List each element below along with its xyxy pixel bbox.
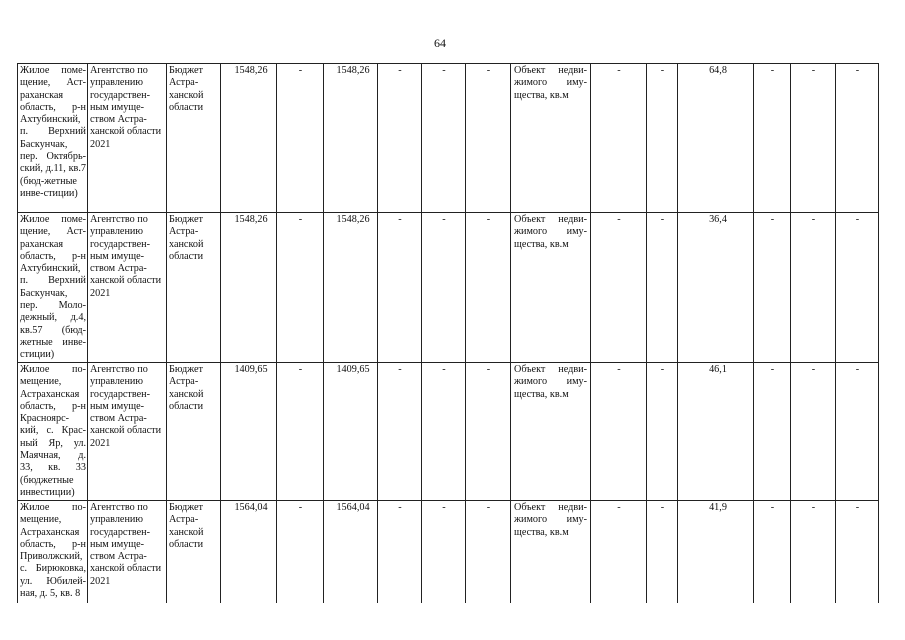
value-cell: - [277, 363, 324, 501]
total-amount-cell: 1548,26 [221, 64, 277, 213]
value-cell: - [836, 64, 879, 213]
value-cell: - [277, 64, 324, 213]
value-cell: - [378, 501, 422, 603]
funding-source-cell: Бюджет Астра-ханской области [167, 64, 221, 213]
value-cell: - [466, 363, 511, 501]
table-row [18, 64, 879, 213]
value-cell: - [466, 64, 511, 213]
table-row [18, 501, 879, 603]
value-cell: - [422, 363, 466, 501]
area-cell: 46,1 [678, 363, 754, 501]
total-amount-cell: 1409,65 [221, 363, 277, 501]
value-cell: - [591, 64, 647, 213]
amount-cell: 1409,65 [324, 363, 378, 501]
value-cell: - [754, 501, 791, 603]
object-name-cell: Жилое по-мещение, Астраханская область, р-н Приволжский, с. Бирюковка, ул. Юбилей-ная, д. 5, кв. 8 [18, 501, 88, 603]
value-cell: - [791, 64, 836, 213]
value-cell: - [647, 501, 678, 603]
agency-cell: Агентство по управлению государствен-ным имуще-ством Астра-ханской области 2021 [88, 363, 167, 501]
value-cell: - [754, 363, 791, 501]
funding-source-cell: Бюджет Астра-ханской области [167, 501, 221, 603]
unit-cell: Объект недви-жимого иму-щества, кв.м [511, 64, 591, 213]
value-cell: - [422, 213, 466, 363]
object-name-cell: Жилое поме-щение, Аст-раханская область, р-н Ахтубинский, п. Верхний Баскунчак, пер. Октябрь-ский, д.11, кв.7 (бюд-жетные инве-стиции) [18, 64, 88, 213]
value-cell: - [277, 213, 324, 363]
total-amount-cell: 1564,04 [221, 501, 277, 603]
table-row [18, 363, 879, 501]
value-cell: - [466, 501, 511, 603]
value-cell: - [277, 501, 324, 603]
value-cell: - [647, 363, 678, 501]
value-cell: - [791, 363, 836, 501]
area-cell: 64,8 [678, 64, 754, 213]
funding-source-cell: Бюджет Астра-ханской области [167, 363, 221, 501]
agency-cell: Агентство по управлению государствен-ным имуще-ством Астра-ханской области 2021 [88, 213, 167, 363]
value-cell: - [791, 213, 836, 363]
amount-cell: 1564,04 [324, 501, 378, 603]
value-cell: - [754, 213, 791, 363]
area-cell: 36,4 [678, 213, 754, 363]
value-cell: - [836, 213, 879, 363]
funding-source-cell: Бюджет Астра-ханской области [167, 213, 221, 363]
amount-cell: 1548,26 [324, 64, 378, 213]
value-cell: - [422, 64, 466, 213]
total-amount-cell: 1548,26 [221, 213, 277, 363]
value-cell: - [591, 363, 647, 501]
agency-cell: Агентство по управлению государствен-ным имуще-ством Астра-ханской области 2021 [88, 501, 167, 603]
value-cell: - [591, 213, 647, 363]
object-name-cell: Жилое по-мещение, Астраханская область, р-н Красноярс-кий, с. Крас-ный Яр, ул. Маячная, д. 33, кв. 33 (бюджетные инвестиции) [18, 363, 88, 501]
value-cell: - [754, 64, 791, 213]
area-cell: 41,9 [678, 501, 754, 603]
value-cell: - [836, 363, 879, 501]
amount-cell: 1548,26 [324, 213, 378, 363]
budget-table [17, 63, 879, 603]
value-cell: - [422, 501, 466, 603]
object-name-cell: Жилое поме-щение, Аст-раханская область, р-н Ахтубинский, п. Верхний Баскунчак, пер. Моло-дежный, д.4, кв.57 (бюд-жетные инве-стиции) [18, 213, 88, 363]
agency-cell: Агентство по управлению государствен-ным имуще-ством Астра-ханской области 2021 [88, 64, 167, 213]
unit-cell: Объект недви-жимого иму-щества, кв.м [511, 213, 591, 363]
value-cell: - [378, 213, 422, 363]
value-cell: - [647, 64, 678, 213]
unit-cell: Объект недви-жимого иму-щества, кв.м [511, 501, 591, 603]
value-cell: - [591, 501, 647, 603]
value-cell: - [791, 501, 836, 603]
value-cell: - [836, 501, 879, 603]
unit-cell: Объект недви-жимого иму-щества, кв.м [511, 363, 591, 501]
value-cell: - [647, 213, 678, 363]
page-number: 64 [434, 36, 446, 50]
table-row [18, 213, 879, 363]
value-cell: - [378, 363, 422, 501]
value-cell: - [466, 213, 511, 363]
value-cell: - [378, 64, 422, 213]
